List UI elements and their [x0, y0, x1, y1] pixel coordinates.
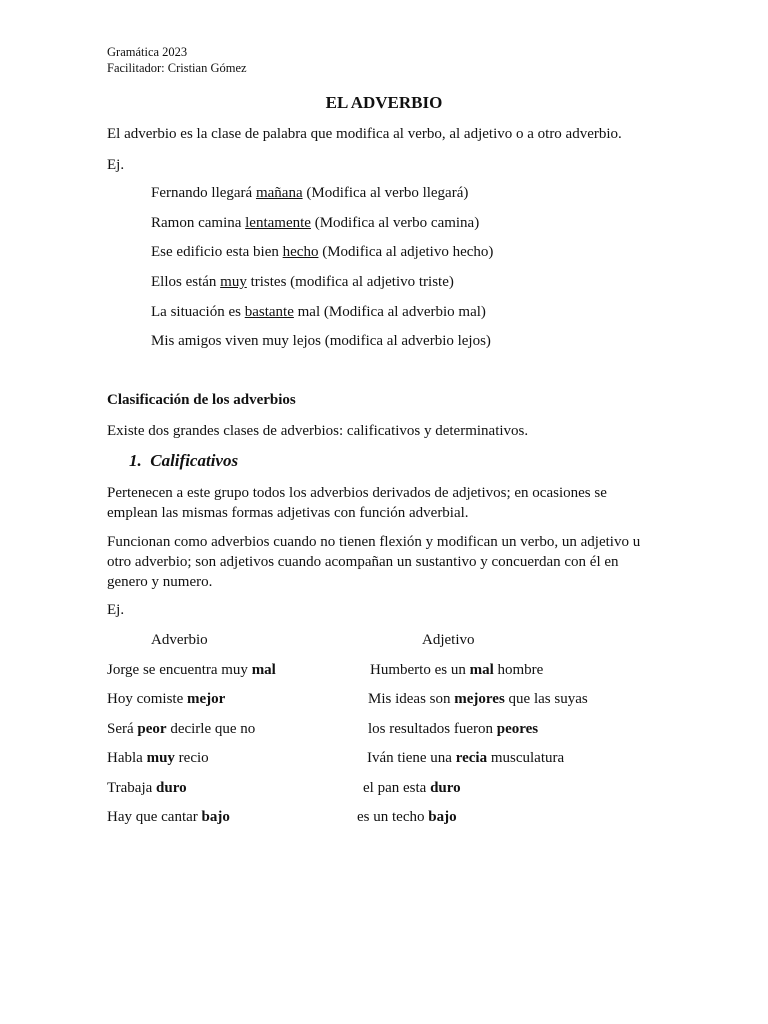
- column-header-adjetivo: Adjetivo: [422, 632, 475, 648]
- adjective-example-keyword: bajo: [428, 809, 457, 825]
- example-post: tristes (modifica al adjetivo triste): [246, 274, 454, 290]
- adverb-example-text: Trabaja: [107, 780, 157, 796]
- adjective-example-text: Humberto es un: [370, 662, 470, 678]
- adverb-example: [107, 720, 255, 738]
- adverb-example-text: Hoy comiste: [107, 691, 187, 707]
- calificativos-paragraph-2: Funcionan como adverbios cuando no tienen flexión y modifican un verbo, un adjetivo u otro adverbio; son adjetivos cuando acompañan un sustantivo y concuerdan con él en genero y numero.: [107, 534, 641, 590]
- adjective-example-text: que las suyas: [504, 691, 588, 707]
- adverb-example-keyword: muy: [146, 750, 175, 766]
- adjective-example: [368, 690, 588, 708]
- adjective-example-keyword: recia: [455, 750, 488, 766]
- example-post: (Modifica al verbo llegará): [302, 185, 469, 201]
- example-post: (Modifica al verbo camina): [310, 215, 480, 231]
- example-pre: Fernando llegará: [151, 185, 256, 201]
- adverb-example-text: Hay que cantar: [107, 809, 202, 825]
- adverb-example-keyword: bajo: [201, 809, 230, 825]
- definition-text: El adverbio es la clase de palabra que modifica al verbo, al adjetivo o a otro adverbio.: [107, 126, 622, 142]
- adjective-example-text: Iván tiene una: [367, 750, 456, 766]
- example-line: [151, 214, 479, 232]
- example-adverb: lentamente: [245, 215, 311, 231]
- adjective-example-text: los resultados fueron: [368, 721, 497, 737]
- page-title: EL ADVERBIO: [325, 93, 443, 112]
- adjective-example-text: el pan esta: [363, 780, 431, 796]
- ej-label: Ej.: [107, 157, 125, 173]
- adverb-example: [107, 661, 276, 679]
- example-adverb: hecho: [282, 244, 319, 260]
- course-header: Gramática 2023: [107, 45, 188, 59]
- heading-text: Calificativos: [150, 451, 239, 470]
- adverb-example: [107, 808, 230, 826]
- example-adverb: bastante: [244, 304, 294, 320]
- example-line: [151, 184, 468, 202]
- example-pre: La situación es: [151, 304, 245, 320]
- example-pre: Ese edificio esta bien: [151, 244, 283, 260]
- example-line: [151, 273, 454, 291]
- calificativos-paragraph-1: Pertenecen a este grupo todos los adverbios derivados de adjetivos; en ocasiones se emplean las mismas formas adjetivas con función adverbial.: [107, 485, 607, 521]
- adverb-example-text: Jorge se encuentra muy: [107, 662, 252, 678]
- adverb-example-text: recio: [174, 750, 209, 766]
- column-header-adverbio: Adverbio: [151, 632, 208, 648]
- adjective-example-keyword: mal: [469, 662, 494, 678]
- adjective-example: [367, 749, 564, 767]
- example-line: [151, 332, 491, 350]
- example-pre: Mis amigos viven muy lejos (modifica al adverbio lejos): [151, 333, 491, 349]
- facilitator-header: Facilitador: Cristian Gómez: [107, 61, 247, 75]
- ej-label-2: Ej.: [107, 602, 125, 618]
- adverb-example-keyword: mejor: [187, 691, 226, 707]
- example-post: mal (Modifica al adverbio mal): [293, 304, 486, 320]
- adverb-example-keyword: mal: [251, 662, 276, 678]
- adjective-example: [357, 808, 457, 826]
- adjective-example-text: hombre: [493, 662, 544, 678]
- adverb-example: [107, 749, 209, 767]
- example-line: [151, 303, 486, 321]
- adjective-example-keyword: mejores: [454, 691, 505, 707]
- adverb-example: [107, 779, 187, 797]
- example-adverb: mañana: [255, 185, 303, 201]
- calificativos-heading: [129, 452, 238, 470]
- adjective-example: [370, 661, 543, 679]
- classification-heading: Clasificación de los adverbios: [107, 392, 296, 408]
- adverb-example-text: decirle que no: [166, 721, 256, 737]
- example-post: (Modifica al adjetivo hecho): [318, 244, 494, 260]
- example-adverb: muy: [220, 274, 247, 290]
- adjective-example-text: es un techo: [357, 809, 429, 825]
- adverb-example: [107, 690, 225, 708]
- adverb-example-text: Habla: [107, 750, 147, 766]
- adjective-example-text: musculatura: [487, 750, 565, 766]
- example-line: [151, 243, 493, 261]
- adverb-example-text: Será: [107, 721, 138, 737]
- example-pre: Ellos están: [151, 274, 221, 290]
- adjective-example: [368, 720, 538, 738]
- heading-number: 1.: [129, 451, 142, 470]
- adjective-example-keyword: peores: [496, 721, 539, 737]
- classification-intro: Existe dos grandes clases de adverbios: calificativos y determinativos.: [107, 423, 529, 439]
- example-pre: Ramon camina: [151, 215, 246, 231]
- adjective-example-text: Mis ideas son: [368, 691, 455, 707]
- adjective-example: [363, 779, 461, 797]
- adverb-example-keyword: duro: [156, 780, 187, 796]
- adverb-example-keyword: peor: [137, 721, 167, 737]
- adjective-example-keyword: duro: [430, 780, 461, 796]
